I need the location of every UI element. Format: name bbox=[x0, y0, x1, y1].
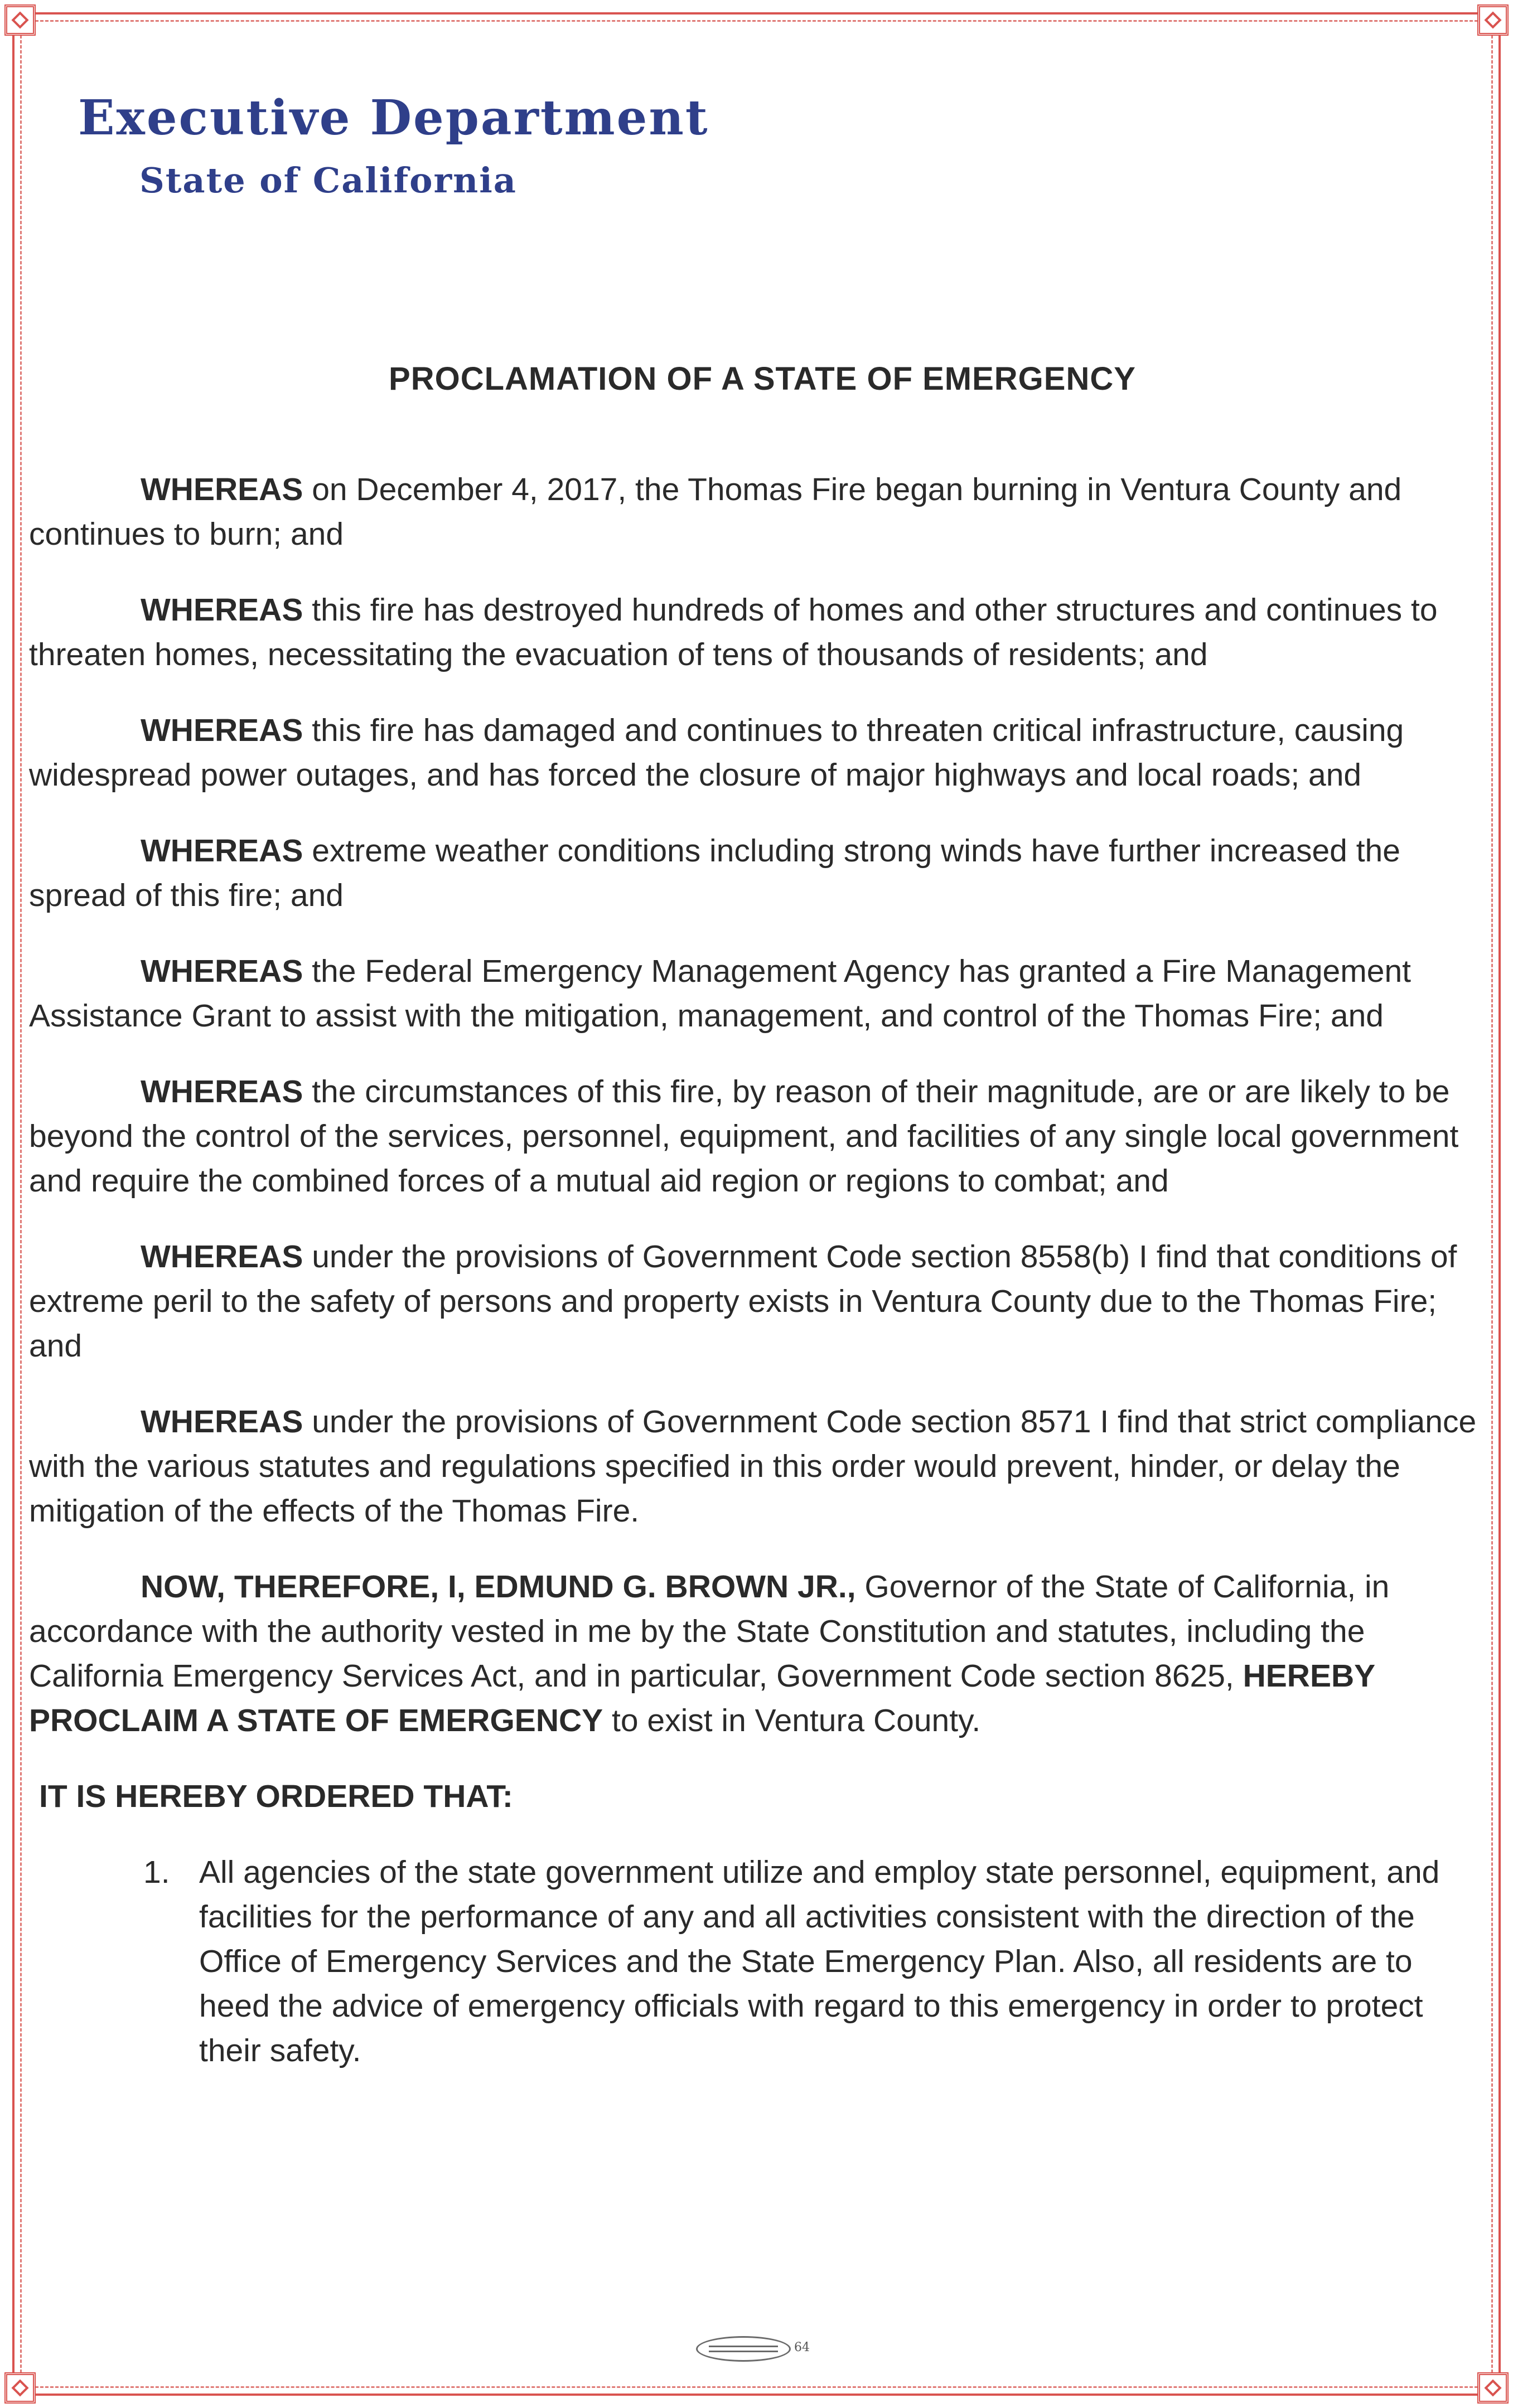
whereas-paragraph bbox=[29, 1069, 1496, 1203]
whereas-lead: WHEREAS bbox=[141, 953, 303, 989]
order-list bbox=[29, 1850, 1496, 2073]
whereas-paragraph bbox=[29, 708, 1496, 797]
whereas-lead: WHEREAS bbox=[141, 833, 303, 869]
whereas-paragraph bbox=[29, 828, 1496, 918]
corner-ornament-icon bbox=[1477, 4, 1509, 36]
proclamation-emphasis: HEREBY PROCLAIM A STATE OF EMERGENCY bbox=[29, 1658, 1375, 1738]
whereas-text: this fire has damaged and continues to threaten critical infrastructure, causing widespread power outages, and has forced the closure of major highways and local roads; and bbox=[29, 713, 1404, 793]
page-number: 64 bbox=[794, 2341, 810, 2354]
order-text: All agencies of the state government utilize and employ state personnel, equipment, and facilities for the performance of any and all activities consistent with the direction of the Office of Emergency Services and the State Emergency Plan. Also, all residents are to heed the advice of emergency officials with regard to this emergency in order to protect their safety. bbox=[199, 1854, 1440, 2068]
document-title: PROCLAMATION OF A STATE OF EMERGENCY bbox=[389, 361, 1136, 397]
whereas-lead: WHEREAS bbox=[141, 1404, 303, 1440]
whereas-lead: WHEREAS bbox=[141, 713, 303, 748]
proclamation-paragraph bbox=[29, 1564, 1496, 1743]
whereas-text: the circumstances of this fire, by reason of their magnitude, are or are likely to be beyond the control of the services, personnel, equipment, and facilities of any single local government and require the combined forces of a mutual aid region or regions to combat; and bbox=[29, 1074, 1459, 1199]
proclamation-text: Governor of the State of California, in accordance with the authority vested in me by the State Constitution and statutes, including the California Emergency Services Act, and in particular, Government Code section 8625, bbox=[29, 1569, 1390, 1694]
corner-ornament-icon bbox=[1477, 2372, 1509, 2404]
whereas-text: under the provisions of Government Code section 8558(b) I find that conditions of extreme peril to the safety of persons and property exists in Ventura County due to the Thomas Fire; and bbox=[29, 1239, 1457, 1364]
whereas-text: under the provisions of Government Code section 8571 I find that strict compliance with the various statutes and regulations specified in this order would prevent, hinder, or delay the mitigation of the effects of the Thomas Fire. bbox=[29, 1404, 1477, 1529]
whereas-text: on December 4, 2017, the Thomas Fire began burning in Ventura County and continues to burn; and bbox=[29, 472, 1402, 552]
whereas-lead: WHEREAS bbox=[141, 472, 303, 507]
whereas-text: this fire has destroyed hundreds of homes and other structures and continues to threaten homes, necessitating the evacuation of tens of thousands of residents; and bbox=[29, 592, 1438, 672]
whereas-paragraph bbox=[29, 1399, 1496, 1533]
whereas-lead: WHEREAS bbox=[141, 1074, 303, 1109]
letterhead bbox=[78, 92, 709, 200]
whereas-paragraph bbox=[29, 949, 1496, 1038]
corner-ornament-icon bbox=[4, 4, 36, 36]
proclamation-text-end: to exist in Ventura County. bbox=[603, 1703, 981, 1738]
proclamation-lead: NOW, THEREFORE, I, EDMUND G. BROWN JR., bbox=[141, 1569, 856, 1605]
document-body bbox=[29, 357, 1496, 2073]
printer-seal-icon bbox=[696, 2336, 791, 2362]
letterhead-state: State of California bbox=[139, 159, 517, 201]
whereas-paragraph bbox=[29, 467, 1496, 556]
whereas-paragraph bbox=[29, 1234, 1496, 1368]
order-item bbox=[29, 1850, 1496, 2073]
letterhead-department: Executive Department bbox=[78, 90, 709, 146]
whereas-paragraph bbox=[29, 588, 1496, 677]
ordered-heading: IT IS HEREBY ORDERED THAT: bbox=[39, 1779, 513, 1814]
corner-ornament-icon bbox=[4, 2372, 36, 2404]
whereas-text: extreme weather conditions including strong winds have further increased the spread of this fire; and bbox=[29, 833, 1400, 913]
whereas-lead: WHEREAS bbox=[141, 592, 303, 628]
order-number: 1. bbox=[143, 1854, 170, 1890]
whereas-text: the Federal Emergency Management Agency has granted a Fire Management Assistance Grant to assist with the mitigation, management, and control of the Thomas Fire; and bbox=[29, 953, 1411, 1034]
whereas-lead: WHEREAS bbox=[141, 1239, 303, 1275]
